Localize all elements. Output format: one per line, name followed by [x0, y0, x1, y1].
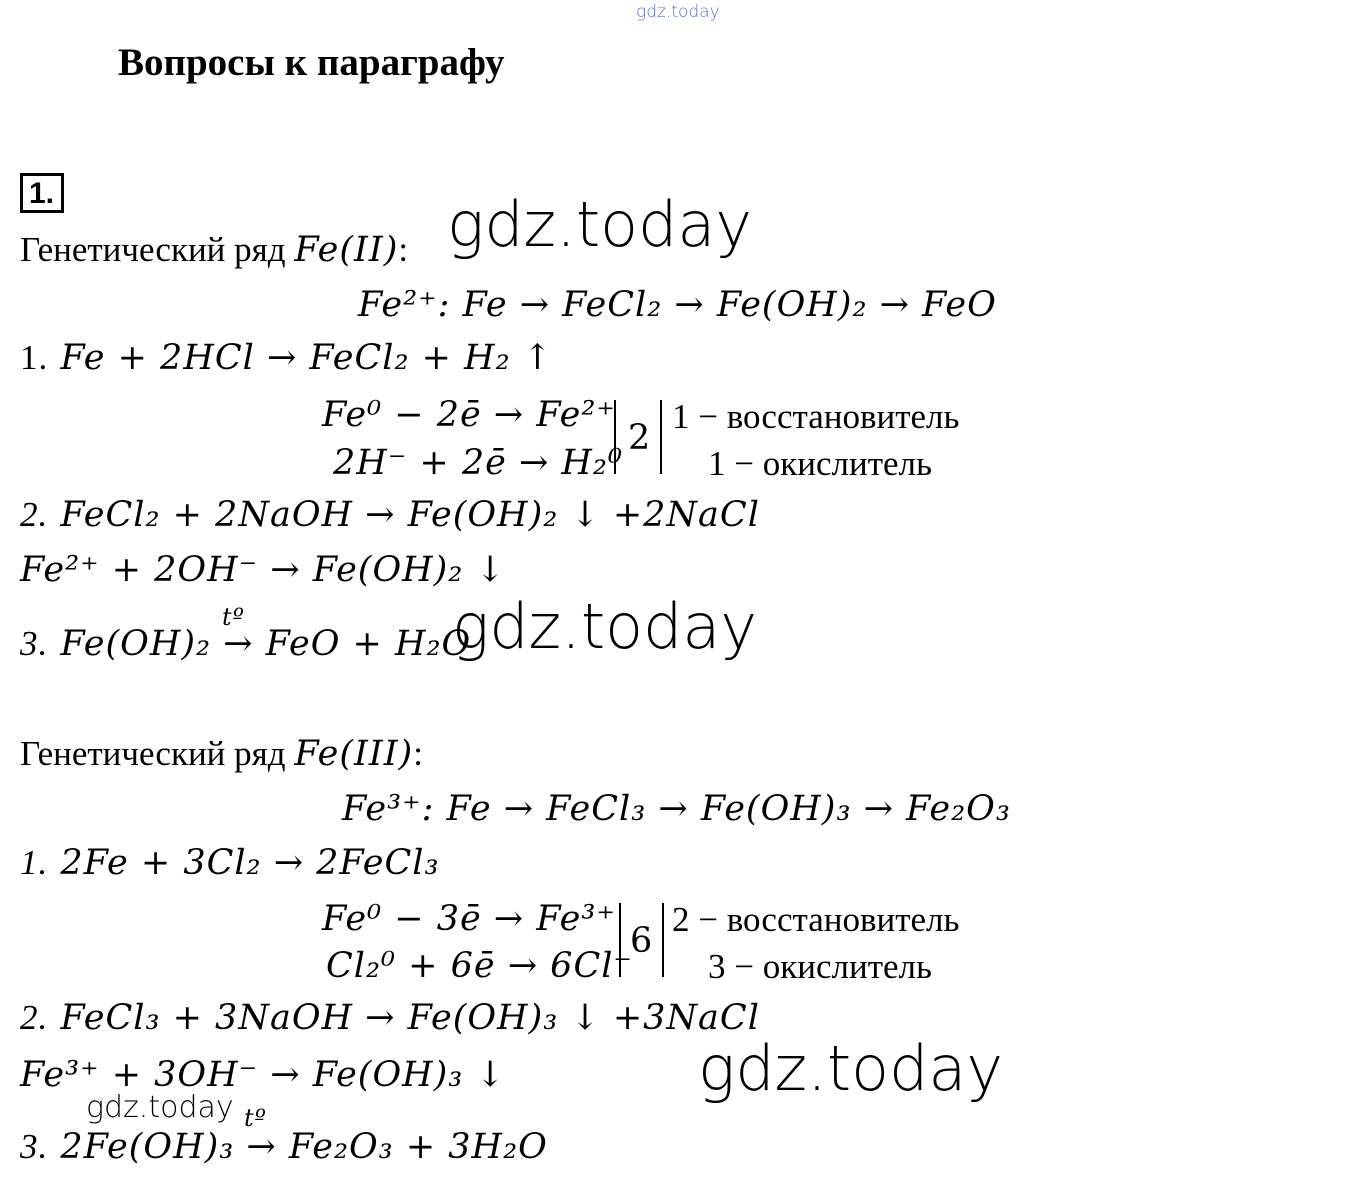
fe2-ox-coef2: 1	[708, 444, 726, 483]
fe3-r2-num: 2.	[20, 998, 49, 1037]
fe3-title	[20, 734, 423, 774]
watermark-3: gdz.today	[698, 1032, 1004, 1105]
fe3-title-formula: Fe(III)	[294, 734, 414, 774]
watermark-2: gdz.today	[452, 590, 758, 663]
fe2-ox-role2: окислитель	[762, 444, 932, 483]
fe3-r3-eq: 2Fe(OH)₃ → Fe₂O₃ + 3H₂O	[60, 1127, 548, 1167]
fe2-r2-num: 2.	[20, 495, 49, 534]
fe3-ox-role1-row: 2 − восстановитель	[672, 900, 960, 939]
fe2-ox-lcm: 2	[628, 418, 652, 458]
fe2-r1-eq: Fe + 2HCl → FeCl₂ + H₂ ↑	[60, 338, 554, 378]
fe3-ox-coef2: 3	[708, 947, 726, 986]
fe3-r3-condition: tº	[244, 1104, 267, 1132]
fe2-reaction-2	[20, 495, 760, 535]
fe3-divider-2	[662, 903, 664, 977]
fe3-reaction-1	[20, 843, 440, 883]
fe3-reaction-2	[20, 998, 760, 1038]
fe3-ox-line2: Cl₂⁰ + 6ē → 6Cl⁻	[326, 946, 633, 986]
fe3-r1-eq: 2Fe + 3Cl₂ → 2FeCl₃	[60, 843, 440, 883]
fe3-ox-role2-row: 3 − окислитель	[708, 947, 932, 986]
fe2-ox-coef1: 1	[672, 397, 690, 436]
fe3-r3-num: 3.	[20, 1127, 49, 1166]
fe3-ox-role1: восстановитель	[726, 900, 960, 939]
fe3-reaction-2-ionic: Fe³⁺ + 3OH⁻ → Fe(OH)₃ ↓	[20, 1055, 506, 1095]
watermark-top: gdz.today	[636, 2, 720, 22]
fe2-reaction-3	[20, 624, 471, 664]
fe3-ox-coef1: 2	[672, 900, 690, 939]
task-number-box	[20, 173, 64, 213]
fe2-reaction-2-ionic: Fe²⁺ + 2OH⁻ → Fe(OH)₂ ↓	[20, 550, 506, 590]
fe2-divider-2	[660, 400, 662, 474]
fe2-chain-text: Fe²⁺: Fe → FeCl₂ → Fe(OH)₂ → FeO	[358, 285, 997, 325]
fe2-ox-role2-row: 1 − окислитель	[708, 444, 932, 483]
watermark-4: gdz.today	[86, 1090, 234, 1125]
fe2-r1-num: 1.	[20, 338, 49, 377]
fe2-ox-role1-row: 1 − восстановитель	[672, 397, 960, 436]
task-number: 1.	[29, 177, 55, 210]
fe3-chain	[342, 789, 1011, 829]
fe2-r3-num: 3.	[20, 624, 49, 663]
fe2-ox-role1: восстановитель	[726, 397, 960, 436]
fe2-title-formula: Fe(II)	[294, 230, 399, 270]
watermark-1: gdz.today	[447, 188, 753, 261]
fe2-title-colon: :	[398, 230, 409, 269]
fe2-r3-condition: tº	[222, 603, 245, 631]
fe2-title-text: Генетический ряд	[20, 230, 295, 269]
fe2-title	[20, 230, 408, 270]
fe3-r1-num: 1.	[20, 843, 49, 882]
fe3-r2-eq: FeCl₃ + 3NaOH → Fe(OH)₃ ↓ +3NaCl	[60, 998, 760, 1038]
fe2-ox-line2: 2H⁻ + 2ē → H₂⁰	[333, 443, 623, 483]
fe3-divider-1	[619, 903, 621, 977]
fe3-ox-line1: Fe⁰ − 3ē → Fe³⁺	[322, 899, 616, 939]
fe3-ox-lcm: 6	[630, 921, 654, 961]
fe2-chain	[358, 285, 997, 325]
fe2-ox-line1: Fe⁰ − 2ē → Fe²⁺	[322, 395, 616, 435]
fe2-divider-1	[614, 400, 616, 474]
fe3-chain-text: Fe³⁺: Fe → FeCl₃ → Fe(OH)₃ → Fe₂O₃	[342, 789, 1011, 829]
page-title: Вопросы к параграфу	[118, 41, 505, 84]
fe2-r3-eq: Fe(OH)₂ → FeO + H₂O	[60, 624, 472, 664]
fe3-title-colon: :	[413, 734, 423, 773]
fe2-reaction-1	[20, 338, 553, 378]
fe3-reaction-3	[20, 1127, 548, 1167]
fe3-ox-role2: окислитель	[762, 947, 932, 986]
fe2-r2-eq: FeCl₂ + 2NaOH → Fe(OH)₂ ↓ +2NaCl	[60, 495, 760, 535]
fe3-title-text: Генетический ряд	[20, 734, 295, 773]
